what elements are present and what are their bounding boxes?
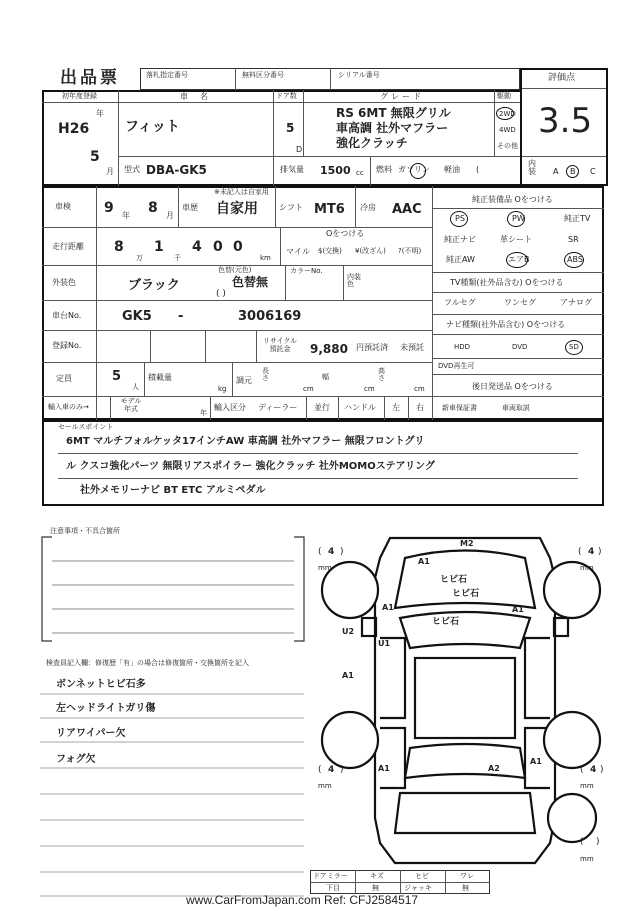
mileage-exchange: $(交換) — [318, 247, 342, 255]
recycle-unpaid: 未預託 — [400, 343, 424, 352]
import-type-label: 輸入区分 — [214, 403, 246, 412]
equip-abs: ABS — [567, 255, 583, 264]
mileage-digit: 0 — [213, 239, 223, 255]
circle-mark — [566, 165, 579, 178]
later-manual: 車両取説 — [502, 404, 530, 412]
inspector-line-1: ボンネットヒビ石多 — [56, 679, 146, 690]
later-warranty: 新車保証書 — [442, 404, 477, 412]
mileage-digit: 1 — [154, 239, 164, 255]
damage-code: A1 — [378, 764, 390, 773]
attention-label: 注意事項・不具合箇所 — [50, 527, 120, 535]
model-year-label: モデル年式 — [120, 397, 142, 413]
attention-bracket — [38, 533, 308, 645]
shift-value: MT6 — [314, 202, 345, 217]
name-label: 車名 — [180, 92, 220, 101]
sheet-title: 出品票 — [60, 68, 120, 88]
cc-unit: cc — [356, 169, 364, 177]
history-note: ※未記入は自家用 — [214, 188, 269, 196]
mm-unit: mm — [580, 782, 594, 790]
ac-value: AAC — [392, 202, 422, 217]
equip-sr: SR — [568, 235, 579, 244]
damage-code: A1 — [512, 605, 524, 614]
month-unit: 月 — [166, 211, 174, 220]
sales-line-1: 6MT マルチフォルケッタ17インチAW 車高調 社外マフラー 無限フロントグリ — [66, 436, 425, 447]
mileage-digit: 0 — [233, 239, 243, 255]
chassis-label: 車台No. — [52, 311, 82, 320]
recycle-amount: 9,880 — [310, 342, 348, 356]
circle-mark — [496, 107, 514, 120]
length-label: 長さ — [262, 367, 269, 382]
legend-header: ドアミラー — [313, 872, 348, 880]
damage-code: A1 — [342, 671, 354, 680]
grade-line-2: 車高調 社外マフラー — [336, 121, 449, 135]
mileage-unit-man: 万 — [136, 254, 143, 262]
tv-fullseg: フルセグ — [444, 298, 476, 307]
inspector-lines — [40, 690, 306, 900]
legend-header: キズ — [370, 872, 384, 880]
car-name: フィット — [125, 119, 180, 135]
shaken-month: 8 — [148, 200, 158, 216]
import-label: 輸入車のみ→ — [48, 403, 89, 411]
dims-label: 調元 — [236, 376, 252, 385]
watermark-text: www.CarFromJapan.com Ref: CFJ2584517 — [186, 893, 419, 907]
displacement-value: 1500 — [320, 164, 351, 177]
car-damage-diagram — [310, 518, 610, 878]
inspector-line-3: リアワイパー欠 — [56, 728, 126, 739]
damage-code: A1 — [530, 757, 542, 766]
damage-code: ヒビ石 — [432, 617, 460, 627]
legend-header: ヒビ — [415, 872, 429, 880]
circle-mark — [410, 163, 426, 179]
reg-year-label: 初年度登録 — [62, 92, 97, 100]
mileage-unknown: ?(不明) — [398, 247, 422, 255]
legend-value: 無 — [462, 884, 469, 892]
handle-left: 左 — [392, 403, 400, 412]
drive-2wd: 2WD — [499, 110, 516, 118]
mileage-digit: 4 — [192, 239, 202, 255]
light-label: 軽油 — [444, 165, 460, 174]
equip-leather: 革シート — [500, 235, 532, 244]
handle-label: ハンドル — [344, 403, 376, 412]
shaken-year: 9 — [104, 200, 114, 216]
grade-label: グレード — [380, 92, 424, 101]
doors-value: 5 — [286, 121, 295, 135]
tread-rear-right: 4 — [590, 765, 597, 775]
drive-other: その他 — [497, 142, 518, 150]
equipment-title: 純正装備品 Oをつける — [472, 195, 553, 204]
inspector-line-4: フォグ欠 — [56, 754, 96, 765]
equip-ps: PS — [455, 214, 465, 223]
circle-mark — [565, 340, 583, 355]
year-unit: 年 — [122, 211, 130, 220]
legend-value: 下目 — [326, 884, 340, 892]
interior-label: 内装 — [528, 159, 536, 176]
import-parallel: 並行 — [314, 403, 330, 412]
equip-aw: 純正AW — [446, 255, 475, 264]
fuel-label: 燃料 — [376, 165, 392, 174]
mileage-tamper: ¥(改ざん) — [355, 247, 386, 255]
capacity-value: 5 — [112, 369, 122, 384]
sales-line-3: 社外メモリーナビ BT ETC アルミペダル — [80, 485, 266, 496]
history-label: 車歴 — [182, 203, 198, 212]
shift-label: シフト — [279, 203, 303, 212]
displacement-label: 排気量 — [280, 165, 304, 174]
color-change-label: 色替(元色) — [218, 266, 252, 274]
legend-header: ワレ — [460, 872, 474, 880]
capacity-unit: 人 — [132, 383, 139, 391]
recycle-unit: 円預託済 — [356, 343, 388, 352]
tread-front-right: 4 — [588, 547, 595, 557]
interior-option-a: A — [553, 167, 559, 176]
load-label: 積載量 — [148, 373, 172, 382]
equip-tv: 純正TV — [564, 214, 591, 223]
mileage-unit-sen: 千 — [174, 254, 181, 262]
color-label: 外装色 — [52, 278, 76, 287]
cm-unit: cm — [303, 385, 314, 393]
legend-value: 無 — [372, 884, 379, 892]
mileage-options-label: Oをつける — [326, 229, 365, 238]
damage-code: U1 — [378, 639, 391, 648]
cm-unit: cm — [364, 385, 375, 393]
height-label: 高さ — [378, 367, 385, 382]
damage-code: ヒビ石 — [452, 589, 480, 599]
mileage-digit: 8 — [114, 239, 124, 255]
tv-oneseg: ワンセグ — [504, 298, 536, 307]
chassis-dash: - — [178, 309, 184, 324]
damage-code: A1 — [382, 603, 394, 612]
tread-rear-left: 4 — [328, 765, 335, 775]
drive-4wd: 4WD — [499, 126, 516, 134]
tread-front-left: 4 — [328, 547, 335, 557]
auction-sheet-page: 出品票 落札指定番号 無料区分番号 シリアル番号 評価点 3.5 内装 A B C 初年度登録 車名 ドア数 グレード 駆動 H26 年 5 月 フィット 5 D RS 6MT 無限グリル 車高調 社外マフラー 強化クラッチ 2WD 4WD その他 型式 DBA-GK5 排気量 1500 cc 燃料 ガソリン 軽油 ( 車検 9 年 8 月 車歴 ※未記入は自家用 自家用 シフト MT6 冷房 AAC 走行距離 8 万 1 千 4 0 0 km Oをつける マイル $(交換) ¥(改ざん) ?(不明) 外装色 ブラック 色替(元色) 色替無 ( ) カラーNo. 内装色 車台No. GK5 - 3006169 登録No. リサイクル預託金 9,880 円預託済 未預託 定員 5 人 積載量 kg 調元 長さ cm 幅 cm 高さ cm 輸入車のみ→ モデル年式 年 輸入区分 ディーラー 並行 ハンドル 左 右 純正装備品 Oをつける PS PW 純正TV 純正ナビ 革シート SR 純正AW エアB ABS TV種類(社外品含む) Oをつける フルセグ ワンセグ アナログ ナビ種類(社外品含む) Oをつける HDD DVD SD DVD再生可 後日発送品 Oをつける 新車保証書 車両取説 セールスポイント 6MT マルチフォルケッタ17インチAW 車高調 社外マフラー 無限フロントグリ ル クスコ強化パーツ 無限リアスポイラー 強化クラッチ 社外MOMOステアリング 社外メモリーナビ BT ETC アルミペダル 注意事項・不具合箇所 検査員記入欄：修復歴「有」の場合は修復箇所・交換箇所を記入 ボンネットヒビ石多 左ヘッドライトガリ傷 リアワイパー欠 フォグ欠 ( 4 ) mm ( 4 ) mm ( 4 ) mm ( 4 ) mm ( ) mm M2 A1 ヒビ石 ヒビ石 A1 ヒビ石 U2 U1 A1 A1 A1 A2 A1 ドアミラー キズ ヒビ ワレ 下目 無 ジャッキ 無 www.CarFromJapan.com Ref: CFJ2584517 — [0, 0, 640, 911]
model-value: DBA-GK5 — [146, 163, 207, 177]
mm-unit: mm — [580, 564, 594, 572]
field-label: シリアル番号 — [338, 71, 380, 79]
year-unit: 年 — [96, 109, 104, 118]
doors-label: ドア数 — [276, 92, 297, 100]
tv-analog: アナログ — [560, 298, 592, 307]
mm-unit: mm — [318, 782, 332, 790]
damage-code: A2 — [488, 764, 500, 773]
mm-unit: mm — [580, 855, 594, 863]
recycle-label: リサイクル預託金 — [262, 337, 298, 353]
color-value: ブラック — [128, 278, 180, 293]
field-label: 落札指定番号 — [146, 71, 188, 79]
cm-unit: cm — [414, 385, 425, 393]
mileage-unit-km: km — [260, 254, 271, 262]
reg-era: H26 — [58, 121, 90, 137]
inspector-line-2: 左ヘッドライトガリ傷 — [56, 703, 156, 714]
sales-point-label: セールスポイント — [58, 423, 114, 431]
later-title: 後日発送品 Oをつける — [472, 382, 553, 391]
model-label: 型式 — [124, 165, 140, 174]
interior-color-label: 内装色 — [347, 273, 361, 288]
import-dealer: ディーラー — [258, 403, 298, 412]
load-unit: kg — [218, 385, 227, 393]
ac-label: 冷房 — [360, 203, 376, 212]
legend-value: ジャッキ — [404, 884, 432, 892]
handle-right: 右 — [416, 403, 424, 412]
registration-label: 登録No. — [52, 341, 82, 350]
capacity-label: 定員 — [56, 374, 72, 383]
equip-navi: 純正ナビ — [444, 235, 476, 244]
circle-mark — [450, 211, 468, 227]
fuel-value: ガソリン — [398, 165, 430, 174]
grade-score: 3.5 — [538, 101, 593, 141]
equip-airbag: エアB — [508, 255, 530, 264]
inspector-label: 検査員記入欄：修復歴「有」の場合は修復箇所・交換箇所を記入 — [46, 659, 249, 667]
chassis-number: 3006169 — [238, 309, 302, 324]
score-label: 評価点 — [548, 73, 576, 83]
month-unit: 月 — [106, 167, 114, 176]
shaken-label: 車検 — [55, 202, 71, 211]
navi-sd: SD — [569, 343, 579, 351]
tv-title: TV種類(社外品含む) Oをつける — [450, 278, 564, 287]
damage-code: ヒビ石 — [440, 575, 468, 585]
color-change-value: 色替無 — [232, 275, 269, 289]
navi-title: ナビ種類(社外品含む) Oをつける — [446, 320, 566, 329]
field-label: 無料区分番号 — [242, 71, 284, 79]
grade-line-1: RS 6MT 無限グリル — [336, 106, 451, 120]
mm-unit: mm — [318, 564, 332, 572]
damage-code: A1 — [418, 557, 430, 566]
color-change-paren: ( ) — [216, 289, 226, 299]
doors-sub: D — [296, 145, 303, 154]
damage-code: M2 — [460, 539, 474, 548]
mileage-mile: マイル — [286, 247, 310, 256]
navi-hdd: HDD — [454, 343, 471, 351]
grade-line-3: 強化クラッチ — [336, 136, 408, 150]
circle-mark — [564, 252, 584, 268]
equip-pw: PW — [512, 214, 525, 223]
chassis-prefix: GK5 — [122, 309, 152, 324]
width-label: 幅 — [322, 373, 329, 381]
navi-dvd-play: DVD再生可 — [438, 362, 475, 370]
sales-line-2: ル クスコ強化パーツ 無限リアスポイラー 強化クラッチ 社外MOMOステアリング — [66, 461, 435, 472]
reg-month: 5 — [90, 149, 100, 165]
history-value: 自家用 — [216, 201, 258, 217]
year-unit: 年 — [200, 409, 207, 417]
drive-label: 駆動 — [497, 92, 511, 100]
damage-code: U2 — [342, 627, 355, 636]
navi-dvd: DVD — [512, 343, 528, 351]
interior-option-b: B — [570, 167, 576, 176]
color-no-label: カラーNo. — [290, 267, 323, 275]
circle-mark — [506, 252, 528, 268]
interior-option-c: C — [590, 167, 596, 176]
circle-mark — [507, 211, 525, 227]
mileage-label: 走行距離 — [52, 242, 84, 251]
